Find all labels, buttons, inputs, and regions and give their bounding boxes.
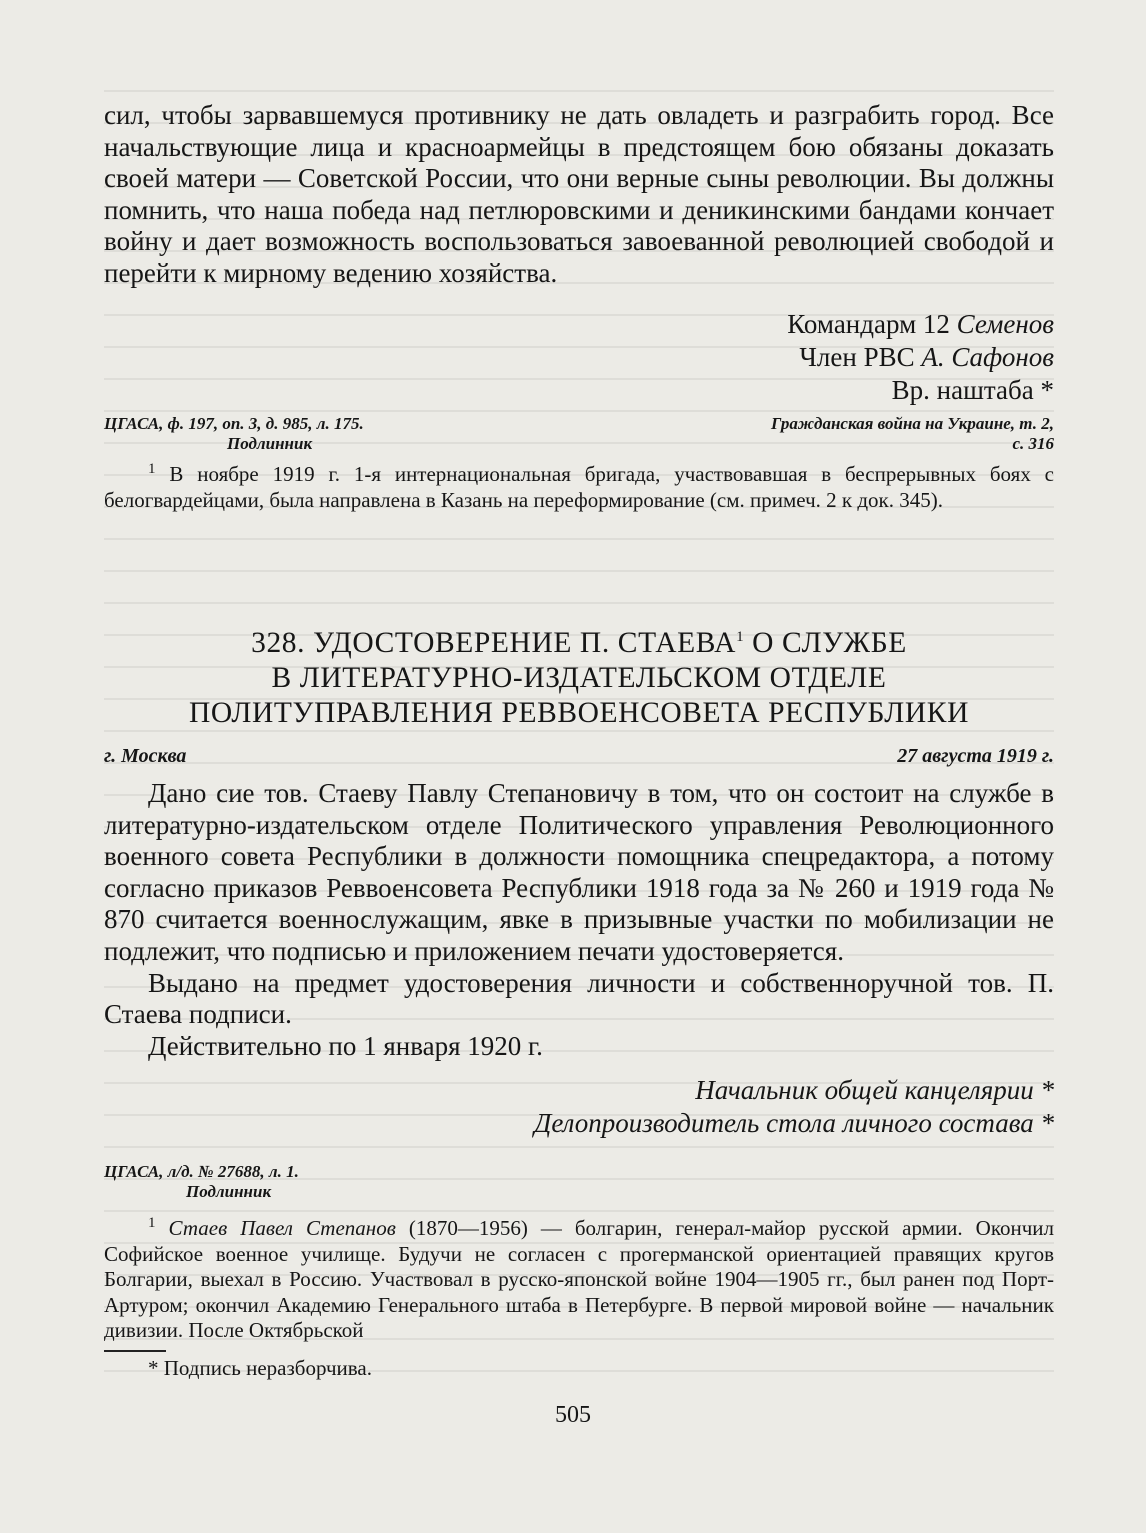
footnote-mark: 1 <box>148 1215 156 1231</box>
body-paragraph: Выдано на предмет удостоверения личности и собственноручной тов. П. Стаева подписи. <box>104 967 1054 1030</box>
document-footnote <box>104 1216 1054 1344</box>
document-source-citation: ЦГАСА, л/д. № 27688, л. 1. Подлинник <box>104 1162 299 1201</box>
page-number: 505 <box>555 1402 591 1428</box>
signature-commander: Командарм 12 Семенов <box>787 309 1054 339</box>
continuation-paragraph: сил, чтобы зарвавшемуся противнику не дать овладеть и разграбить город. Все начальствующие лица и красноармейцы в предстоящем бою обязаны доказать своей матери — Советской России, что они верные сыны революции. Вы должны помнить, что наша победа над петлюровскими и деникинскими бандами кончает войну и дает возможность воспользоваться завоеванной революцией свободой и перейти к мирному ведению хозяйства. <box>104 100 1054 288</box>
continuation-section <box>104 100 1054 290</box>
body-paragraph: Действительно по 1 января 1920 г. <box>148 1030 543 1061</box>
top-signatures <box>104 308 1054 407</box>
top-footnote <box>104 462 1054 513</box>
date: 27 августа 1919 г. <box>897 745 1054 767</box>
footnote-mark: 1 <box>148 461 156 477</box>
footnote-person: Стаев Павел Степанов <box>168 1216 396 1240</box>
place-and-date <box>104 744 1054 768</box>
signature-clerk: Делопроизводитель стола личного состава * <box>534 1108 1054 1138</box>
archive-citation: ЦГАСА, ф. 197, оп. 3, д. 985, л. 175. Подлинник <box>104 414 364 453</box>
footnote-text: В ноябре 1919 г. 1-я интернациональная бригада, участвовавшая в беспрерывных боях с белогвардейцами, была направлена в Казань на переформирование (см. примеч. 2 к док. 345). <box>104 462 1055 512</box>
signature-chief-of-staff: Вр. наштаба * <box>891 375 1054 405</box>
document-title: 328. УДОСТОВЕРЕНИЕ П. СТАЕВА$^1$ О СЛУЖБЕ В ЛИТЕРАТУРНО-ИЗДАТЕЛЬСКОМ ОТДЕЛЕ ПОЛИТУПРАВЛЕНИЯ РЕВВОЕНСОВЕТА РЕСПУБЛИКИ <box>189 627 969 729</box>
publication-citation: Гражданская война на Украине, т. 2, с. 316 <box>771 414 1054 453</box>
footnote-text: (1870—1956) — болгарин, генерал-майор русской армии. Окончил Софийское военное училище. Будучи не согласен с прогерманской ориентацией правящих кругов Болгарии, выехал в Россию. Участвовал в русско-японской войне 1904—1905 гг., был ранен под Порт-Артуром; окончил Академию Генерального штаба в Петербурге. В первой мировой войне — начальник дивизии. После Октябрьской <box>104 1216 1054 1342</box>
document-body <box>104 778 1054 1062</box>
top-source-citation <box>104 414 1054 454</box>
body-paragraph: Дано сие тов. Стаеву Павлу Степановичу в том, что он состоит на службе в литературно-издательском отделе Политического управления Революционного военного совета Республики в должности помощника спецредактора, а потому согласно приказов Реввоенсовета Республики 1918 года за № 260 и 1919 года № 870 считается военнослужащим, явке в призывные участки по мобилизации не подлежит, что подписью и приложением печати удостоверяется. <box>104 778 1054 966</box>
footnote-divider <box>104 1350 1054 1352</box>
signature-head-of-chancellery: Начальник общей канцелярии * <box>695 1075 1054 1105</box>
star-footnote: * Подпись неразборчива. <box>148 1356 372 1380</box>
place: г. Москва <box>104 745 187 767</box>
document-signatures <box>104 1074 1054 1140</box>
signature-rvs-member: Член РВС А. Сафонов <box>799 342 1054 372</box>
